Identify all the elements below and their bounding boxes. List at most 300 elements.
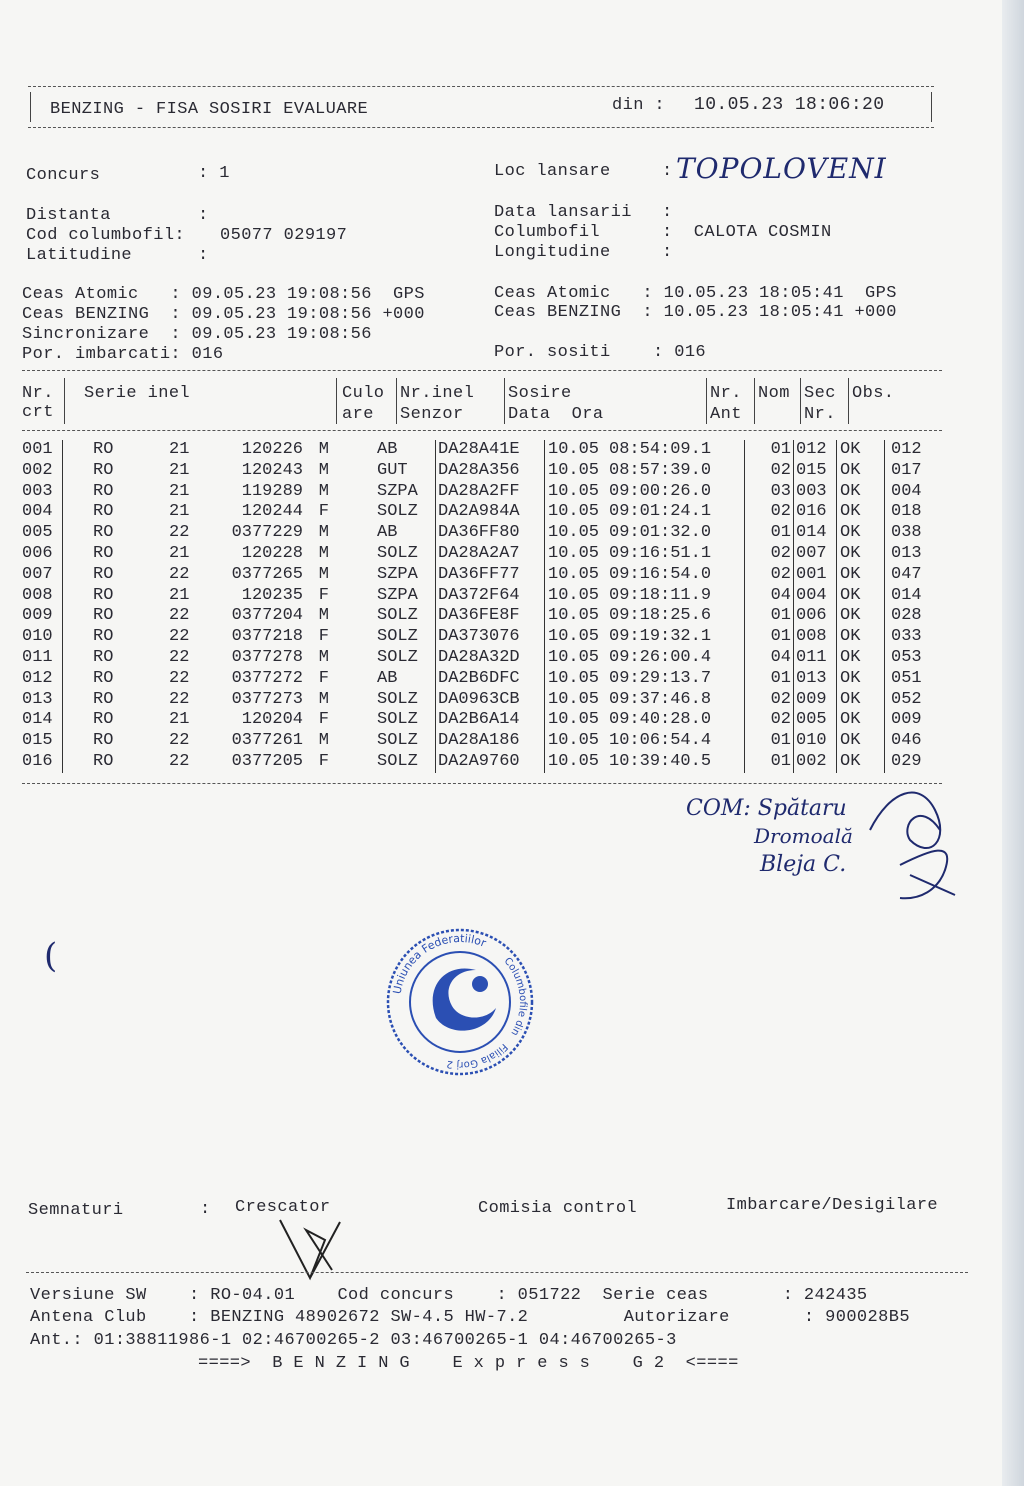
header-sec-2: Nr. bbox=[804, 405, 836, 424]
header-left-border bbox=[30, 92, 31, 122]
clock-right-benzing: Ceas BENZING : 10.05.23 18:05:41 +000 bbox=[494, 303, 897, 322]
header-nr: Nr. bbox=[22, 384, 54, 403]
cell-nr: 005 bbox=[22, 523, 63, 544]
cell-sec: OK bbox=[837, 752, 885, 773]
cell-senzor: DA36FF80 bbox=[436, 523, 545, 544]
columbofil-value: : CALOTA COSMIN bbox=[662, 223, 832, 242]
ring-an: 22 bbox=[169, 689, 190, 709]
cell-nr: 016 bbox=[22, 752, 63, 773]
ring-inel: 0377265 bbox=[231, 564, 303, 584]
cell-sosire bbox=[545, 648, 745, 669]
arrival-time: 09:19:32.1 bbox=[609, 627, 712, 647]
ring-sex: M bbox=[318, 460, 329, 480]
signatures-label: Semnaturi bbox=[28, 1201, 124, 1220]
ring-tara: RO bbox=[93, 543, 114, 563]
arrival-date: 10.05 bbox=[548, 564, 600, 584]
table-row bbox=[22, 690, 922, 711]
cell-culoare: SOLZ bbox=[373, 710, 436, 731]
cell-serie bbox=[63, 544, 374, 565]
cell-sosire bbox=[545, 461, 745, 482]
ring-sex: F bbox=[318, 627, 329, 647]
cell-obs: 038 bbox=[891, 523, 922, 543]
ring-sex: M bbox=[318, 481, 329, 501]
header-right-border bbox=[931, 92, 932, 122]
cell-sec: OK bbox=[837, 544, 885, 565]
ring-an: 22 bbox=[169, 606, 190, 626]
clock-left-sincronizare: Sincronizare : 09.05.23 19:08:56 bbox=[22, 325, 372, 344]
cell-nom: 003 bbox=[794, 482, 837, 503]
cell-ant: 02 bbox=[745, 690, 794, 711]
cell-obs: 029 bbox=[891, 751, 922, 771]
ring-an: 22 bbox=[169, 627, 190, 647]
header-serie: Serie inel bbox=[84, 384, 191, 403]
cell-sec: OK bbox=[837, 669, 885, 690]
cell-nr: 007 bbox=[22, 565, 63, 586]
arrival-time: 08:57:39.0 bbox=[609, 460, 712, 480]
cell-obs: 012 bbox=[891, 440, 922, 459]
distanta-label: Distanta bbox=[26, 206, 111, 225]
arrival-time: 09:18:11.9 bbox=[609, 585, 712, 605]
table-bottom-border bbox=[22, 783, 942, 784]
crescator-signature bbox=[270, 1210, 350, 1285]
ring-sex: M bbox=[318, 564, 329, 584]
arrival-time: 09:29:13.7 bbox=[609, 668, 712, 688]
cell-ant: 03 bbox=[745, 482, 794, 503]
arrival-date: 10.05 bbox=[548, 668, 600, 688]
cell-senzor: DA28A32D bbox=[436, 648, 545, 669]
cell-ant: 02 bbox=[745, 544, 794, 565]
header-divider bbox=[706, 378, 707, 424]
cell-sec: OK bbox=[837, 565, 885, 586]
signature-crescator-label: Crescator bbox=[235, 1198, 331, 1217]
cell-sosire bbox=[545, 752, 745, 773]
ring-sex: M bbox=[318, 543, 329, 563]
header-divider bbox=[800, 378, 801, 424]
ring-tara: RO bbox=[93, 564, 114, 584]
club-stamp bbox=[384, 926, 536, 1078]
cell-nr: 004 bbox=[22, 502, 63, 523]
ring-sex: M bbox=[318, 440, 329, 459]
arrival-time: 09:16:51.1 bbox=[609, 543, 712, 563]
cell-sec: OK bbox=[837, 482, 885, 503]
cell-senzor: DA28A356 bbox=[436, 461, 545, 482]
ring-tara: RO bbox=[93, 689, 114, 709]
ring-an: 22 bbox=[169, 668, 190, 688]
ring-tara: RO bbox=[93, 481, 114, 501]
cell-culoare: SOLZ bbox=[373, 690, 436, 711]
cell-nom: 006 bbox=[794, 606, 837, 627]
cell-serie bbox=[63, 731, 374, 752]
ring-an: 21 bbox=[169, 481, 190, 501]
signature-imbarcare-label: Imbarcare/Desigilare bbox=[726, 1196, 939, 1215]
cell-nom: 010 bbox=[794, 731, 837, 752]
columbofil-label: Columbofil bbox=[494, 223, 601, 242]
ring-an: 22 bbox=[169, 731, 190, 751]
cell-culoare: SOLZ bbox=[373, 544, 436, 565]
cell-obs: 018 bbox=[891, 502, 922, 522]
cell-sosire bbox=[545, 544, 745, 565]
ring-inel: 120228 bbox=[241, 543, 303, 563]
header-divider bbox=[848, 378, 849, 424]
ring-sex: M bbox=[318, 731, 329, 751]
cell-nr: 008 bbox=[22, 586, 63, 607]
cell-culoare: SZPA bbox=[373, 565, 436, 586]
report-date-label: din : bbox=[612, 96, 666, 115]
cell-serie bbox=[63, 752, 374, 773]
cell-sec: OK bbox=[837, 606, 885, 627]
table-row bbox=[22, 606, 922, 627]
cell-sec: OK bbox=[837, 440, 885, 461]
cell-sec: OK bbox=[837, 648, 885, 669]
cell-culoare: SOLZ bbox=[373, 627, 436, 648]
ring-sex: M bbox=[318, 689, 329, 709]
cell-senzor: DA2A984A bbox=[436, 502, 545, 523]
table-row bbox=[22, 710, 922, 731]
cell-nr: 009 bbox=[22, 606, 63, 627]
cell-nom: 013 bbox=[794, 669, 837, 690]
ring-inel: 119289 bbox=[241, 481, 303, 501]
ring-an: 22 bbox=[169, 647, 190, 667]
cell-sosire bbox=[545, 731, 745, 752]
cell-culoare: AB bbox=[373, 669, 436, 690]
cell-sosire bbox=[545, 440, 745, 461]
latitudine-label: Latitudine bbox=[26, 246, 133, 265]
handwritten-name-2: Dromoală bbox=[754, 824, 853, 848]
arrival-date: 10.05 bbox=[548, 440, 600, 459]
table-row bbox=[22, 731, 922, 752]
ring-inel: 0377229 bbox=[231, 523, 303, 543]
arrival-time: 09:40:28.0 bbox=[609, 710, 712, 730]
ring-tara: RO bbox=[93, 731, 114, 751]
arrival-date: 10.05 bbox=[548, 731, 600, 751]
cell-serie bbox=[63, 648, 374, 669]
cell-sosire bbox=[545, 482, 745, 503]
ring-inel: 0377204 bbox=[231, 606, 303, 626]
por-imbarcati: Por. imbarcati: 016 bbox=[22, 345, 224, 364]
cell-ant: 02 bbox=[745, 710, 794, 731]
cell-sec: OK bbox=[837, 690, 885, 711]
cell-nr: 013 bbox=[22, 690, 63, 711]
cell-senzor: DA36FE8F bbox=[436, 606, 545, 627]
cell-obs: 033 bbox=[891, 627, 922, 647]
footer-line-1: Versiune SW : RO-04.01 Cod concurs : 051722 Serie ceas : 242435 bbox=[30, 1286, 868, 1305]
header-divider bbox=[336, 378, 337, 424]
ring-tara: RO bbox=[93, 440, 114, 459]
arrival-date: 10.05 bbox=[548, 647, 600, 667]
clock-right-atomic: Ceas Atomic : 10.05.23 18:05:41 GPS bbox=[494, 284, 897, 303]
stray-mark: ( bbox=[44, 936, 58, 976]
cell-nom: 014 bbox=[794, 523, 837, 544]
arrival-date: 10.05 bbox=[548, 585, 600, 605]
cell-serie bbox=[63, 627, 374, 648]
table-row bbox=[22, 752, 922, 773]
ring-tara: RO bbox=[93, 710, 114, 730]
footer-line-3: Ant.: 01:38811986-1 02:46700265-2 03:46700265-1 04:46700265-3 bbox=[30, 1331, 677, 1350]
cell-sosire bbox=[545, 586, 745, 607]
cell-culoare: GUT bbox=[373, 461, 436, 482]
header-ant-2: Ant bbox=[710, 405, 742, 424]
handwritten-name-3: Bleja C. bbox=[760, 852, 847, 877]
header-crt: crt bbox=[22, 403, 54, 422]
cell-ant: 01 bbox=[745, 523, 794, 544]
cell-sec: OK bbox=[837, 627, 885, 648]
ring-sex: M bbox=[318, 523, 329, 543]
ring-sex: M bbox=[318, 647, 329, 667]
concurs-label: Concurs bbox=[26, 166, 101, 185]
header-divider bbox=[396, 378, 397, 424]
cell-nr: 001 bbox=[22, 440, 63, 461]
cell-nom: 007 bbox=[794, 544, 837, 565]
header-sec-1: Sec bbox=[804, 384, 836, 403]
cell-culoare: SZPA bbox=[373, 482, 436, 503]
cell-ant: 01 bbox=[745, 731, 794, 752]
cell-sosire bbox=[545, 669, 745, 690]
cell-senzor: DA373076 bbox=[436, 627, 545, 648]
cell-serie bbox=[63, 690, 374, 711]
cell-ant: 02 bbox=[745, 565, 794, 586]
loc-lansare-value: TOPOLOVENI bbox=[676, 152, 887, 185]
cell-ant: 01 bbox=[745, 440, 794, 461]
ring-sex: F bbox=[318, 710, 329, 730]
cell-sec: OK bbox=[837, 523, 885, 544]
cell-serie bbox=[63, 502, 374, 523]
page-edge bbox=[1002, 0, 1024, 1486]
cell-sec: OK bbox=[837, 502, 885, 523]
cell-nom: 012 bbox=[794, 440, 837, 461]
arrival-time: 09:37:46.8 bbox=[609, 689, 712, 709]
signature-comisia-label: Comisia control bbox=[478, 1199, 638, 1218]
ring-sex: F bbox=[318, 502, 329, 522]
cell-culoare: AB bbox=[373, 523, 436, 544]
header-divider bbox=[754, 378, 755, 424]
cell-ant: 02 bbox=[745, 502, 794, 523]
header-sosire-2: Data Ora bbox=[508, 405, 604, 424]
table-top-border bbox=[22, 370, 942, 371]
cell-sec: OK bbox=[837, 586, 885, 607]
report-title: BENZING - FISA SOSIRI EVALUARE bbox=[50, 100, 369, 119]
data-lansarii-label: Data lansarii bbox=[494, 203, 632, 222]
longitudine-value: : bbox=[662, 243, 673, 262]
cell-obs: 051 bbox=[891, 668, 922, 688]
cell-culoare: SOLZ bbox=[373, 502, 436, 523]
ring-tara: RO bbox=[93, 606, 114, 626]
ring-an: 22 bbox=[169, 564, 190, 584]
arrival-time: 09:26:00.4 bbox=[609, 647, 712, 667]
cell-nom: 004 bbox=[794, 586, 837, 607]
arrival-date: 10.05 bbox=[548, 710, 600, 730]
table-row bbox=[22, 627, 922, 648]
arrival-date: 10.05 bbox=[548, 460, 600, 480]
cell-nr: 006 bbox=[22, 544, 63, 565]
cell-nom: 001 bbox=[794, 565, 837, 586]
cell-obs: 053 bbox=[891, 647, 922, 667]
arrival-date: 10.05 bbox=[548, 689, 600, 709]
table-row bbox=[22, 461, 922, 482]
cell-nom: 002 bbox=[794, 752, 837, 773]
ring-an: 22 bbox=[169, 523, 190, 543]
cell-obs: 047 bbox=[891, 564, 922, 584]
ring-inel: 0377272 bbox=[231, 668, 303, 688]
cell-ant: 01 bbox=[745, 752, 794, 773]
cell-serie bbox=[63, 669, 374, 690]
cell-serie bbox=[63, 586, 374, 607]
ring-inel: 0377218 bbox=[231, 627, 303, 647]
cell-culoare: SOLZ bbox=[373, 731, 436, 752]
header-culoare-1: Culo bbox=[342, 384, 385, 403]
cell-senzor: DA372F64 bbox=[436, 586, 545, 607]
cell-nom: 011 bbox=[794, 648, 837, 669]
loc-lansare-label: Loc lansare bbox=[494, 162, 611, 181]
table-header-border bbox=[22, 430, 942, 431]
arrival-time: 09:16:54.0 bbox=[609, 564, 712, 584]
header-divider bbox=[504, 378, 505, 424]
cell-sosire bbox=[545, 523, 745, 544]
cell-obs: 046 bbox=[891, 731, 922, 751]
cell-senzor: DA36FF77 bbox=[436, 565, 545, 586]
ring-an: 21 bbox=[169, 585, 190, 605]
ring-inel: 120226 bbox=[241, 440, 303, 459]
cell-serie bbox=[63, 523, 374, 544]
ring-an: 21 bbox=[169, 543, 190, 563]
header-ant-1: Nr. bbox=[710, 384, 742, 403]
table-row bbox=[22, 440, 922, 461]
cell-nr: 010 bbox=[22, 627, 63, 648]
cell-sosire bbox=[545, 710, 745, 731]
ring-tara: RO bbox=[93, 751, 114, 771]
latitudine-value: : bbox=[198, 246, 209, 265]
ring-sex: M bbox=[318, 606, 329, 626]
cell-nr: 012 bbox=[22, 669, 63, 690]
table-row bbox=[22, 648, 922, 669]
ring-tara: RO bbox=[93, 668, 114, 688]
cell-sosire bbox=[545, 502, 745, 523]
ring-sex: F bbox=[318, 585, 329, 605]
longitudine-label: Longitudine bbox=[494, 243, 611, 262]
cell-sec: OK bbox=[837, 731, 885, 752]
cell-ant: 01 bbox=[745, 606, 794, 627]
ring-tara: RO bbox=[93, 585, 114, 605]
cell-sosire bbox=[545, 565, 745, 586]
cell-senzor: DA28A2A7 bbox=[436, 544, 545, 565]
header-top-border bbox=[28, 86, 934, 87]
header-bottom-border bbox=[28, 127, 934, 128]
ring-inel: 0377261 bbox=[231, 731, 303, 751]
table-row bbox=[22, 669, 922, 690]
ring-inel: 120235 bbox=[241, 585, 303, 605]
ring-tara: RO bbox=[93, 460, 114, 480]
svg-text:Columbofile din: Columbofile din bbox=[501, 955, 529, 1038]
header-divider bbox=[64, 378, 65, 424]
arrival-time: 08:54:09.1 bbox=[609, 440, 712, 459]
cell-ant: 02 bbox=[745, 461, 794, 482]
header-nom: Nom bbox=[758, 384, 790, 403]
ring-sex: F bbox=[318, 668, 329, 688]
ring-tara: RO bbox=[93, 523, 114, 543]
cell-ant: 01 bbox=[745, 669, 794, 690]
table-row bbox=[22, 586, 922, 607]
table-row bbox=[22, 482, 922, 503]
cell-obs: 052 bbox=[891, 689, 922, 709]
cell-serie bbox=[63, 565, 374, 586]
cell-nr: 003 bbox=[22, 482, 63, 503]
ring-tara: RO bbox=[93, 502, 114, 522]
header-sosire-1: Sosire bbox=[508, 384, 572, 403]
cell-serie bbox=[63, 606, 374, 627]
footer-line-4: ====> B E N Z I N G E x p r e s s G 2 <==== bbox=[198, 1354, 739, 1373]
cell-serie bbox=[63, 440, 374, 461]
cell-senzor: DA2A9760 bbox=[436, 752, 545, 773]
arrival-date: 10.05 bbox=[548, 502, 600, 522]
cell-obs: 004 bbox=[891, 481, 922, 501]
svg-text:Filiala Gorj 2: Filiala Gorj 2 bbox=[445, 1040, 510, 1071]
arrival-date: 10.05 bbox=[548, 627, 600, 647]
report-date-value: 10.05.23 18:06:20 bbox=[694, 95, 885, 115]
cell-senzor: DA28A186 bbox=[436, 731, 545, 752]
cell-nr: 011 bbox=[22, 648, 63, 669]
arrival-date: 10.05 bbox=[548, 606, 600, 626]
svg-text:Uniunea Federatiilor: Uniunea Federatiilor bbox=[390, 931, 488, 996]
ring-an: 22 bbox=[169, 751, 190, 771]
arrival-time: 09:00:26.0 bbox=[609, 481, 712, 501]
cod-columbofil-label: Cod columbofil: bbox=[26, 226, 186, 245]
cell-obs: 014 bbox=[891, 585, 922, 605]
ring-inel: 120204 bbox=[241, 710, 303, 730]
arrival-date: 10.05 bbox=[548, 523, 600, 543]
cell-obs: 009 bbox=[891, 710, 922, 730]
cell-senzor: DA28A41E bbox=[436, 440, 545, 461]
footer-border bbox=[26, 1272, 968, 1273]
clock-left-atomic: Ceas Atomic : 09.05.23 19:08:56 GPS bbox=[22, 285, 425, 304]
arrival-time: 09:18:25.6 bbox=[609, 606, 712, 626]
ring-inel: 0377278 bbox=[231, 647, 303, 667]
loc-lansare-colon: : bbox=[662, 162, 673, 181]
ring-an: 21 bbox=[169, 440, 190, 459]
arrival-time: 10:39:40.5 bbox=[609, 751, 712, 771]
cell-nr: 002 bbox=[22, 461, 63, 482]
ring-inel: 0377205 bbox=[231, 751, 303, 771]
cell-serie bbox=[63, 461, 374, 482]
cell-obs: 028 bbox=[891, 606, 922, 626]
ring-tara: RO bbox=[93, 647, 114, 667]
ring-an: 21 bbox=[169, 460, 190, 480]
arrival-time: 09:01:24.1 bbox=[609, 502, 712, 522]
cell-culoare: SZPA bbox=[373, 586, 436, 607]
cell-senzor: DA28A2FF bbox=[436, 482, 545, 503]
cell-sosire bbox=[545, 690, 745, 711]
header-senzor-2: Senzor bbox=[400, 405, 464, 424]
cell-ant: 04 bbox=[745, 586, 794, 607]
cell-obs: 013 bbox=[891, 543, 922, 563]
handwritten-signatures bbox=[860, 770, 970, 920]
distanta-value: : bbox=[198, 206, 209, 225]
cell-obs: 017 bbox=[891, 460, 922, 480]
concurs-value: : 1 bbox=[198, 164, 230, 183]
header-culoare-2: are bbox=[342, 405, 374, 424]
cell-sosire bbox=[545, 606, 745, 627]
clock-left-benzing: Ceas BENZING : 09.05.23 19:08:56 +000 bbox=[22, 305, 425, 324]
cell-ant: 01 bbox=[745, 627, 794, 648]
cell-nom: 016 bbox=[794, 502, 837, 523]
table-row bbox=[22, 565, 922, 586]
arrival-date: 10.05 bbox=[548, 481, 600, 501]
cell-ant: 04 bbox=[745, 648, 794, 669]
table-row bbox=[22, 523, 922, 544]
cell-serie bbox=[63, 482, 374, 503]
handwritten-com: COM: Spătaru bbox=[686, 796, 847, 821]
arrival-date: 10.05 bbox=[548, 751, 600, 771]
cell-nr: 014 bbox=[22, 710, 63, 731]
table-row bbox=[22, 544, 922, 565]
